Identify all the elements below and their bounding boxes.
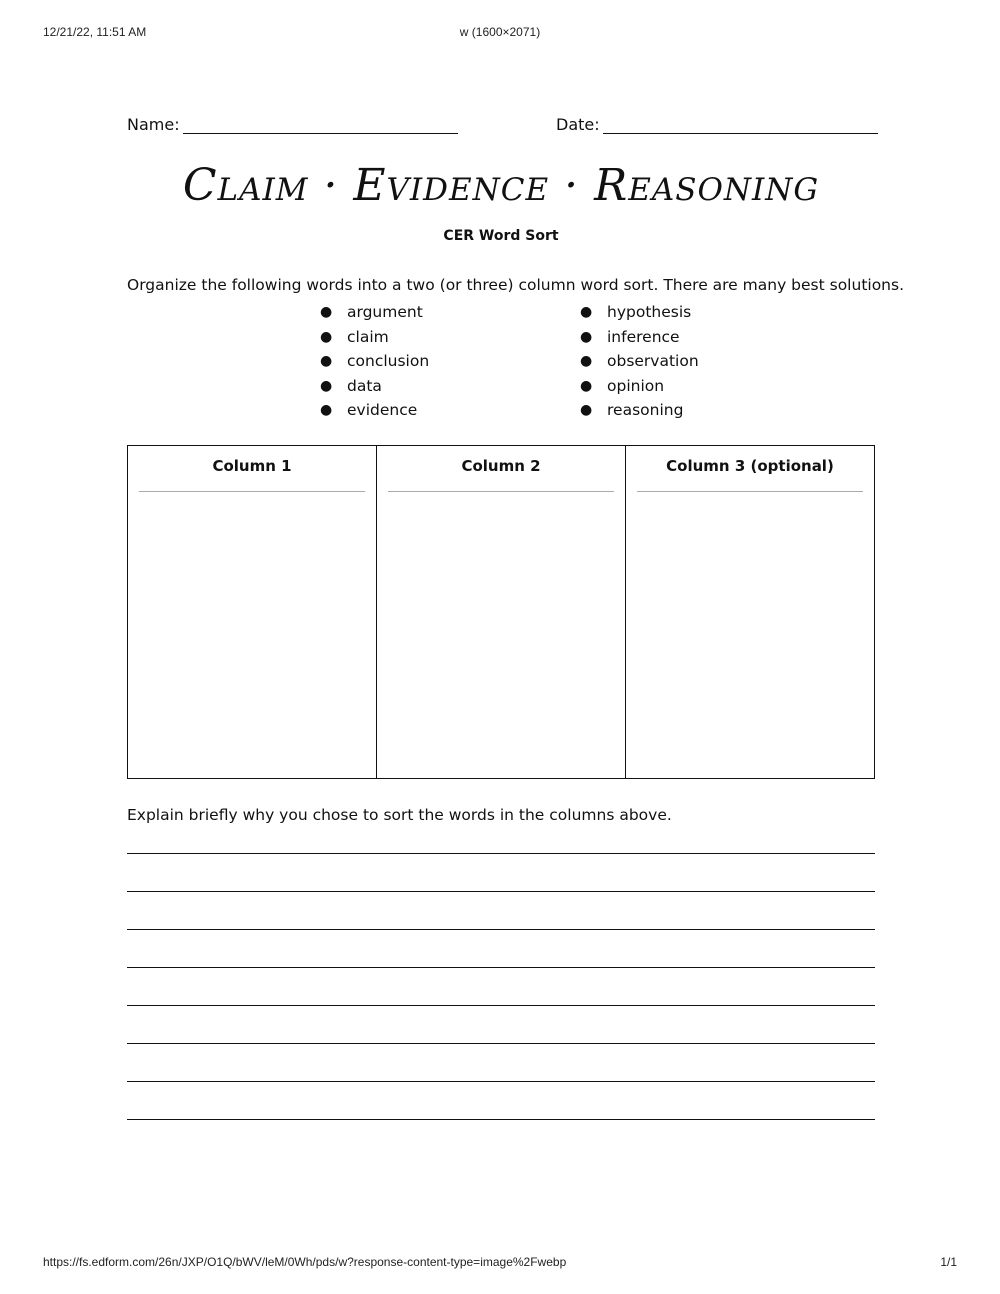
bullet-icon: ● <box>320 377 333 394</box>
bullet-icon: ● <box>580 377 593 394</box>
column-header-rule <box>388 491 614 492</box>
word-text: reasoning <box>607 401 684 420</box>
word-list-left <box>320 300 429 423</box>
name-blank-line[interactable] <box>183 115 458 134</box>
print-url: https://fs.edform.com/26n/JXP/O1Q/bWV/leM/0Wh/pds/w?response-content-type=image%2Fwebp <box>43 1255 567 1269</box>
worksheet-subtitle: CER Word Sort <box>443 228 559 244</box>
worksheet-title: Claim · Evidence · Reasoning <box>182 160 820 211</box>
bullet-icon: ● <box>320 402 333 419</box>
bullet-icon: ● <box>580 402 593 419</box>
list-item <box>320 300 429 325</box>
list-item <box>320 325 429 350</box>
bullet-icon: ● <box>580 328 593 345</box>
word-text: inference <box>607 327 680 346</box>
answer-line[interactable] <box>127 929 875 930</box>
word-text: conclusion <box>347 352 430 371</box>
date-blank-line[interactable] <box>603 115 878 134</box>
name-label: Name: <box>127 115 180 134</box>
print-page-title: w (1600×2071) <box>459 25 541 39</box>
word-text: argument <box>347 303 423 322</box>
word-list-right <box>580 300 699 423</box>
list-item <box>320 349 429 374</box>
list-item <box>580 398 699 423</box>
bullet-icon: ● <box>580 353 593 370</box>
print-timestamp: 12/21/22, 11:51 AM <box>43 25 147 39</box>
answer-line[interactable] <box>127 967 875 968</box>
word-text: data <box>347 376 382 395</box>
answer-line[interactable] <box>127 891 875 892</box>
date-field <box>556 115 878 134</box>
print-footer <box>0 1255 1000 1271</box>
bullet-icon: ● <box>320 304 333 321</box>
answer-line[interactable] <box>127 1081 875 1082</box>
sort-column-1[interactable] <box>128 446 377 778</box>
sort-column-3[interactable] <box>626 446 874 778</box>
word-text: claim <box>347 327 389 346</box>
word-text: hypothesis <box>607 303 692 322</box>
instructions-text: Organize the following words into a two (or three) column word sort. There are many best solutions. <box>127 276 905 294</box>
bullet-icon: ● <box>320 328 333 345</box>
list-item <box>580 374 699 399</box>
column-header: Column 2 <box>461 457 541 475</box>
date-label: Date: <box>556 115 600 134</box>
word-text: opinion <box>607 376 665 395</box>
word-text: observation <box>607 352 699 371</box>
answer-line[interactable] <box>127 1119 875 1120</box>
answer-line[interactable] <box>127 1005 875 1006</box>
list-item <box>580 325 699 350</box>
print-page-number: 1/1 <box>940 1255 957 1269</box>
name-date-row <box>127 115 875 139</box>
bullet-icon: ● <box>580 304 593 321</box>
list-item <box>580 349 699 374</box>
list-item <box>320 374 429 399</box>
word-text: evidence <box>347 401 418 420</box>
sort-column-2[interactable] <box>377 446 626 778</box>
column-header-rule <box>139 491 365 492</box>
list-item <box>320 398 429 423</box>
column-header: Column 3 (optional) <box>666 457 834 475</box>
column-header: Column 1 <box>212 457 292 475</box>
worksheet <box>127 0 905 1294</box>
column-header-rule <box>637 491 863 492</box>
explain-prompt: Explain briefly why you chose to sort the words in the columns above. <box>127 806 672 824</box>
list-item <box>580 300 699 325</box>
answer-line[interactable] <box>127 1043 875 1044</box>
answer-line[interactable] <box>127 853 875 854</box>
name-field <box>127 115 458 134</box>
word-sort-table <box>127 445 875 779</box>
bullet-icon: ● <box>320 353 333 370</box>
